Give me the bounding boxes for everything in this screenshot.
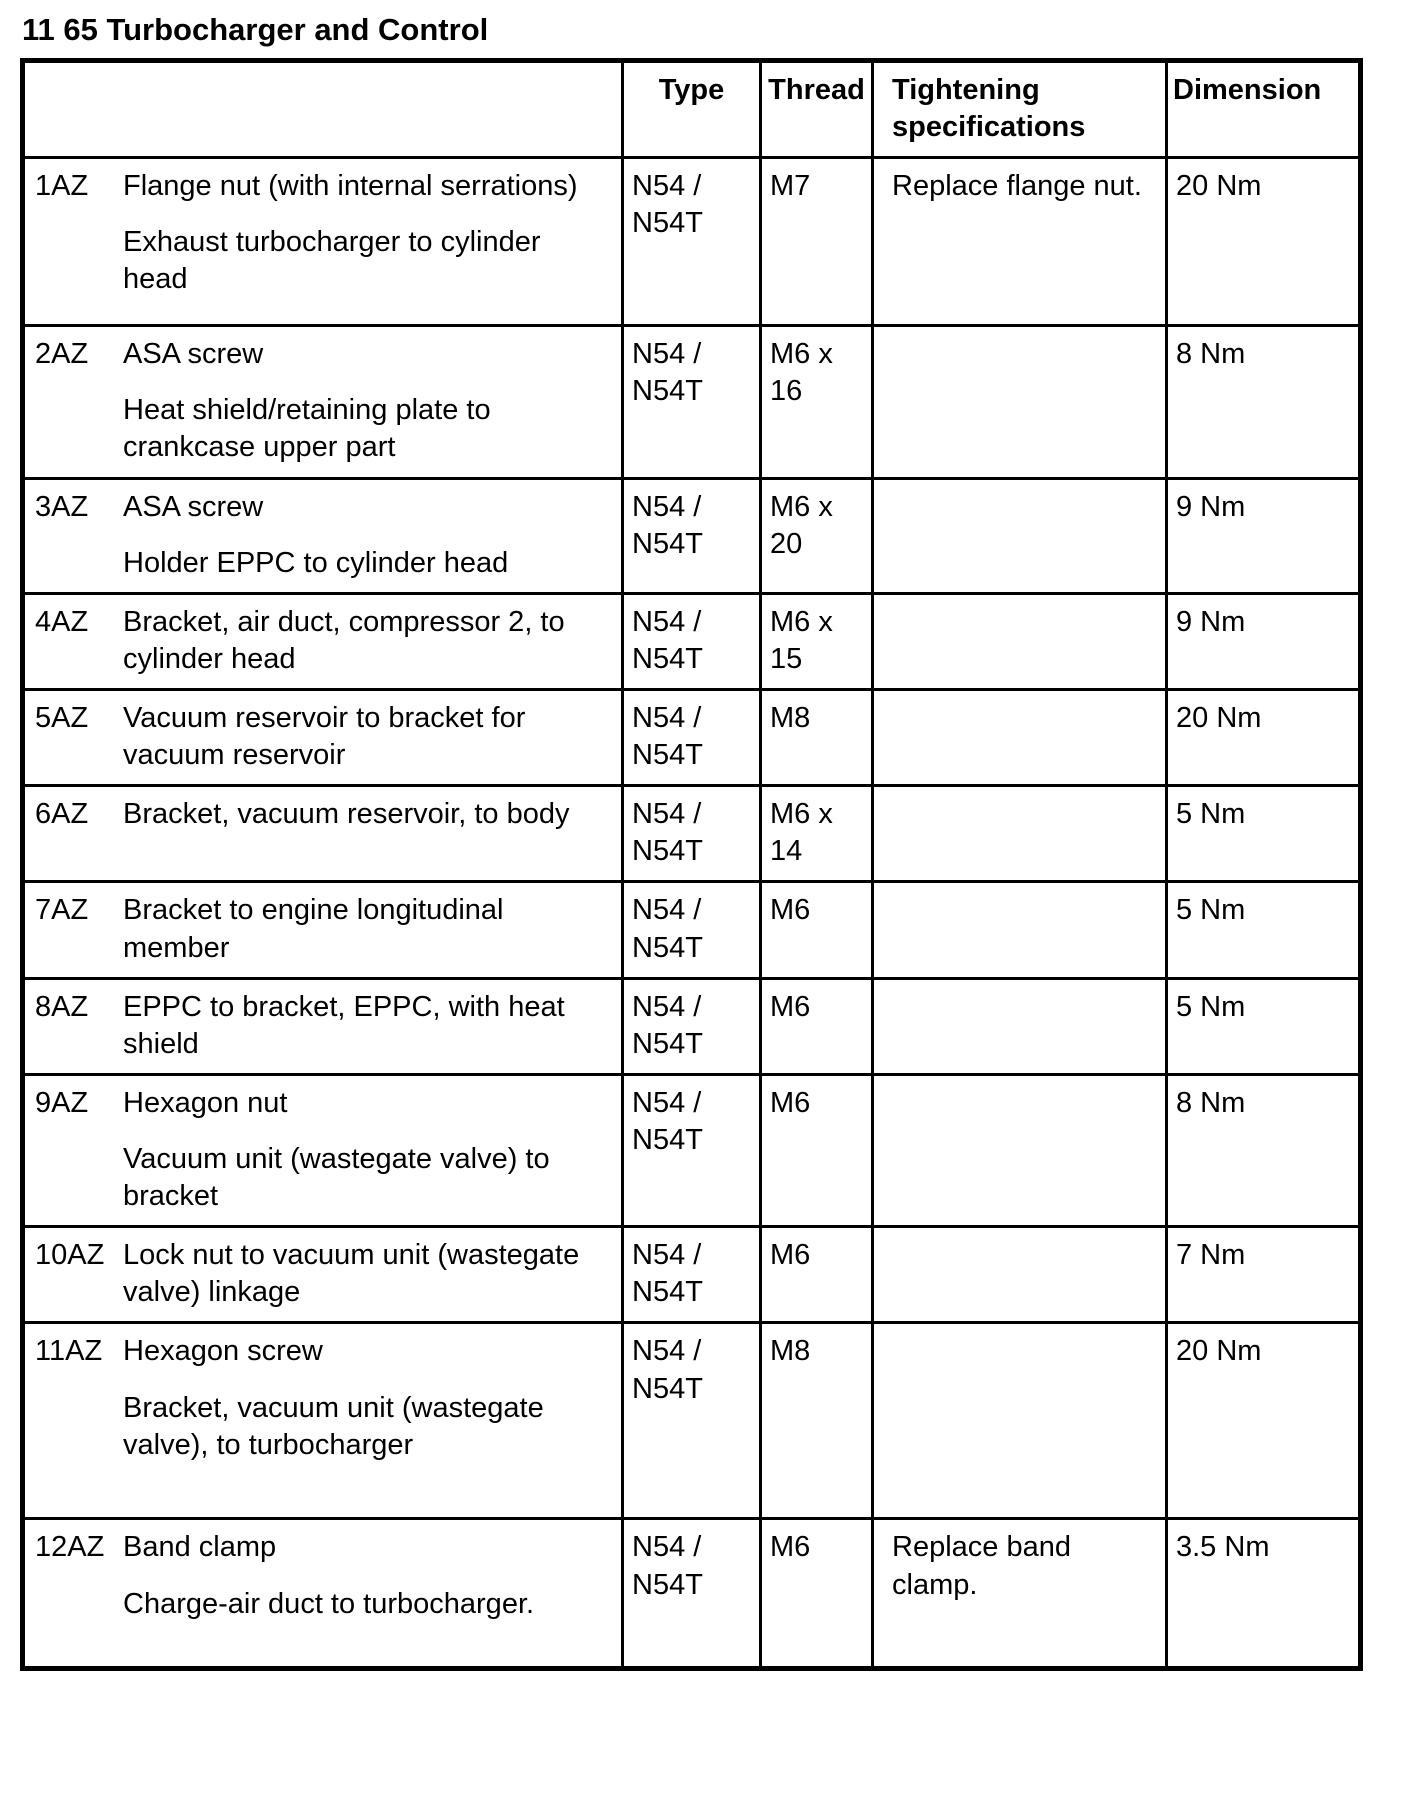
cell-dimension: 8 Nm <box>1167 326 1361 478</box>
row-id: 6AZ <box>35 798 89 831</box>
cell-dimension: 3.5 Nm <box>1167 1519 1361 1669</box>
row-id: 2AZ <box>35 338 89 371</box>
row-id: 12AZ <box>35 1531 105 1564</box>
cell-tightening: Replace flange nut. <box>873 158 1167 326</box>
cell-tightening <box>873 689 1167 785</box>
description-line: Hexagon screw <box>123 1335 323 1368</box>
description-line: Bracket, vacuum reservoir, to body <box>123 798 570 831</box>
row-description <box>123 1529 585 1622</box>
cell-tightening <box>873 593 1167 689</box>
cell-tightening: Replace band clamp. <box>873 1519 1167 1669</box>
description-line: Vacuum reservoir to bracket for vacuum reservoir <box>123 701 526 772</box>
header-type: Type <box>623 61 761 158</box>
cell-type: N54 / N54T <box>623 1519 761 1669</box>
cell-thread: M6 <box>761 978 873 1074</box>
cell-tightening <box>873 326 1167 478</box>
cell-dimension: 20 Nm <box>1167 158 1361 326</box>
cell-thread: M6 x 15 <box>761 593 873 689</box>
row-id: 4AZ <box>35 605 89 638</box>
cell-dimension: 20 Nm <box>1167 689 1361 785</box>
header-dimension: Dimension <box>1167 61 1361 158</box>
cell-thread: M6 <box>761 882 873 978</box>
cell-type: N54 / N54T <box>623 593 761 689</box>
cell-tightening <box>873 882 1167 978</box>
cell-dimension: 8 Nm <box>1167 1074 1361 1226</box>
cell-thread: M8 <box>761 1323 873 1519</box>
row-id: 1AZ <box>35 170 89 203</box>
cell-dimension: 7 Nm <box>1167 1227 1361 1323</box>
table-row <box>23 478 1361 593</box>
row-description <box>123 168 585 298</box>
cell-type: N54 / N54T <box>623 478 761 593</box>
table-row <box>23 786 1361 882</box>
description-line: Bracket to engine longitudinal member <box>123 894 504 964</box>
page-title: 11 65 Turbocharger and Control <box>22 12 489 47</box>
cell-dimension: 5 Nm <box>1167 882 1361 978</box>
row-description <box>123 700 585 774</box>
table-row <box>23 882 1361 978</box>
table-row <box>23 1227 1361 1323</box>
table-row <box>23 326 1361 478</box>
cell-thread: M8 <box>761 689 873 785</box>
header-row <box>23 61 1361 158</box>
cell-thread: M6 x 20 <box>761 478 873 593</box>
row-id: 7AZ <box>35 894 89 927</box>
description-line: Bracket, air duct, compressor 2, to cylinder head <box>123 605 565 675</box>
table-row <box>23 978 1361 1074</box>
cell-thread: M6 x 14 <box>761 786 873 882</box>
cell-tightening <box>873 786 1167 882</box>
cell-thread: M7 <box>761 158 873 326</box>
cell-type: N54 / N54T <box>623 158 761 326</box>
row-id: 10AZ <box>35 1239 105 1272</box>
cell-dimension: 5 Nm <box>1167 786 1361 882</box>
row-description <box>123 336 585 466</box>
description-line: ASA screw <box>123 338 264 371</box>
row-description <box>123 489 585 582</box>
torque-spec-table <box>20 58 1363 1671</box>
cell-dimension: 9 Nm <box>1167 478 1361 593</box>
table-row <box>23 593 1361 689</box>
table-row <box>23 1074 1361 1226</box>
description-line: ASA screw <box>123 490 264 523</box>
header-tightening: Tightening specifications <box>873 61 1167 158</box>
table-row <box>23 689 1361 785</box>
cell-tightening <box>873 1227 1167 1323</box>
header-item <box>23 61 623 158</box>
description-line: Heat shield/retaining plate to crankcase upper part <box>123 394 491 464</box>
description-line: Exhaust turbocharger to cylinder head <box>123 226 541 296</box>
row-description <box>123 796 585 833</box>
cell-thread: M6 <box>761 1227 873 1323</box>
cell-thread: M6 x 16 <box>761 326 873 478</box>
cell-type: N54 / N54T <box>623 786 761 882</box>
cell-type: N54 / N54T <box>623 1074 761 1226</box>
cell-dimension: 20 Nm <box>1167 1323 1361 1519</box>
cell-thread: M6 <box>761 1519 873 1669</box>
cell-type: N54 / N54T <box>623 1323 761 1519</box>
cell-type: N54 / N54T <box>623 882 761 978</box>
row-description <box>123 989 585 1063</box>
description-line: Bracket, vacuum unit (wastegate valve), to turbocharger <box>123 1391 544 1461</box>
cell-type: N54 / N54T <box>623 978 761 1074</box>
row-id: 9AZ <box>35 1086 89 1119</box>
table-row <box>23 158 1361 326</box>
description-line: Band clamp <box>123 1531 277 1564</box>
cell-tightening <box>873 1074 1167 1226</box>
row-id: 11AZ <box>35 1335 103 1368</box>
cell-type: N54 / N54T <box>623 689 761 785</box>
row-id: 5AZ <box>35 701 89 734</box>
row-description <box>123 1333 585 1463</box>
cell-thread: M6 <box>761 1074 873 1226</box>
row-id: 8AZ <box>35 990 89 1023</box>
cell-tightening <box>873 478 1167 593</box>
row-description <box>123 1085 585 1215</box>
table-row <box>23 1323 1361 1519</box>
cell-dimension: 5 Nm <box>1167 978 1361 1074</box>
description-line: EPPC to bracket, EPPC, with heat shield <box>123 990 565 1060</box>
cell-dimension: 9 Nm <box>1167 593 1361 689</box>
row-id: 3AZ <box>35 490 89 523</box>
header-thread: Thread <box>761 61 873 158</box>
row-description <box>123 1237 585 1311</box>
description-line: Vacuum unit (wastegate valve) to bracket <box>123 1142 550 1213</box>
description-line: Hexagon nut <box>123 1086 288 1119</box>
description-line: Charge-air duct to turbocharger. <box>123 1587 535 1620</box>
cell-tightening <box>873 978 1167 1074</box>
row-description <box>123 604 585 678</box>
cell-type: N54 / N54T <box>623 1227 761 1323</box>
cell-type: N54 / N54T <box>623 326 761 478</box>
row-description <box>123 892 585 966</box>
cell-tightening <box>873 1323 1167 1519</box>
description-line: Holder EPPC to cylinder head <box>123 546 509 579</box>
description-line: Lock nut to vacuum unit (wastegate valve) linkage <box>123 1239 580 1309</box>
table-row <box>23 1519 1361 1669</box>
description-line: Flange nut (with internal serrations) <box>123 170 578 203</box>
